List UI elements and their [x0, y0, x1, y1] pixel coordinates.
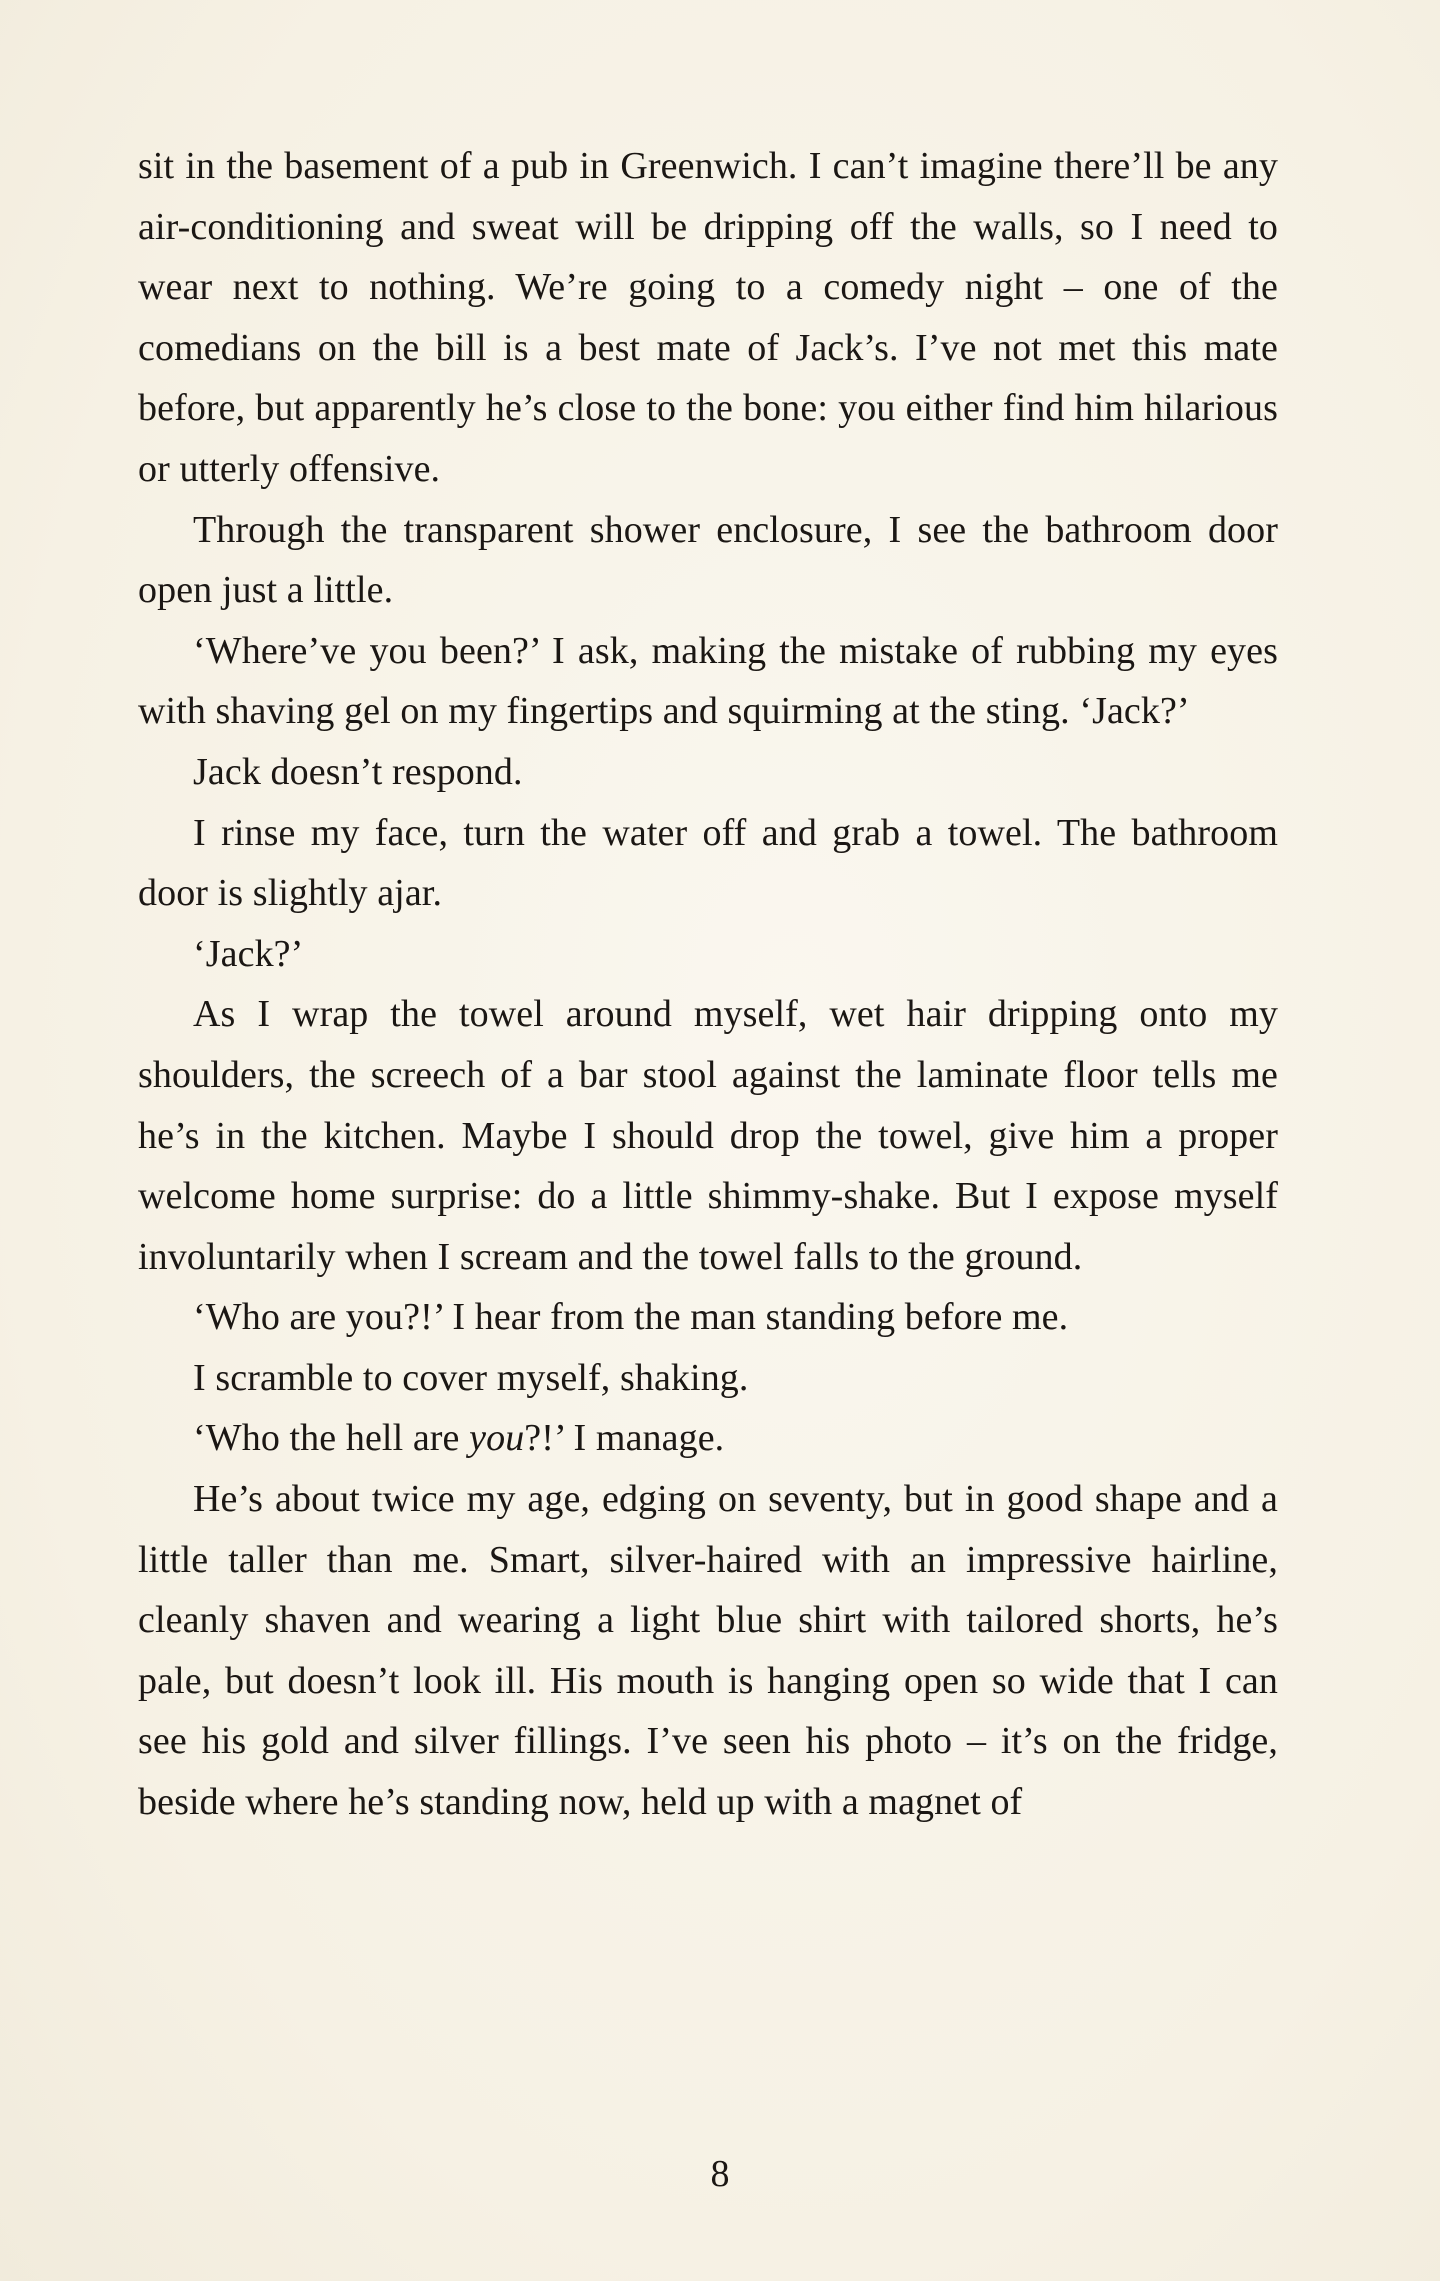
paragraph: ‘Jack?’ [193, 932, 304, 975]
paragraph [138, 1408, 1278, 1469]
paragraph: I rinse my face, turn the water off and grab a towel. The bathroom door is slightly ajar. [138, 811, 1278, 915]
page-number: 8 [710, 2153, 730, 2195]
paragraph: ‘Who are you?!’ I hear from the man standing before me. [193, 1296, 1069, 1339]
paragraph: As I wrap the towel around myself, wet hair dripping onto my shoulders, the screech of a bar stool against the laminate floor tells me he’s in the kitchen. Maybe I should drop the towel, give him a proper welcome home surprise: do a little shimmy-shake. But I expose myself involuntarily when I scream and the towel falls to the ground. [138, 993, 1278, 1278]
paragraph: He’s about twice my age, edging on seventy, but in good shape and a little taller than me. Smart, silver-haired with an impressive hairline, cleanly shaven and wearing a light blue shirt with tailored shorts, he’s pale, but doesn’t look ill. His mouth is hanging open so wide that I can see his gold and silver fillings. I’ve seen his photo – it’s on the fridge, beside where he’s standing now, held up with a magnet of [138, 1478, 1278, 1824]
paragraph: Through the transparent shower enclosure, I see the bathroom door open just a little. [138, 508, 1278, 612]
paragraph: sit in the basement of a pub in Greenwich. I can’t imagine there’ll be any air-conditioning and sweat will be dripping off the walls, so I need to wear next to nothing. We’re going to a comedy night – one of the comedians on the bill is a best mate of Jack’s. I’ve not met this mate before, but apparently he’s close to the bone: you either find him hilarious or utterly offensive. [138, 145, 1278, 490]
paragraph: ‘Where’ve you been?’ I ask, making the mistake of rubbing my eyes with shaving gel on my fingertips and squirming at the sting. ‘Jack?’ [138, 629, 1278, 733]
paragraph-text: ‘Who the hell are [193, 1417, 470, 1460]
paragraph: Jack doesn’t respond. [193, 750, 523, 793]
body-text [138, 136, 1278, 1833]
paragraph: I scramble to cover myself, shaking. [193, 1356, 749, 1399]
paragraph-text: ?!’ I manage. [524, 1417, 725, 1460]
emphasized-word: you [469, 1417, 525, 1460]
